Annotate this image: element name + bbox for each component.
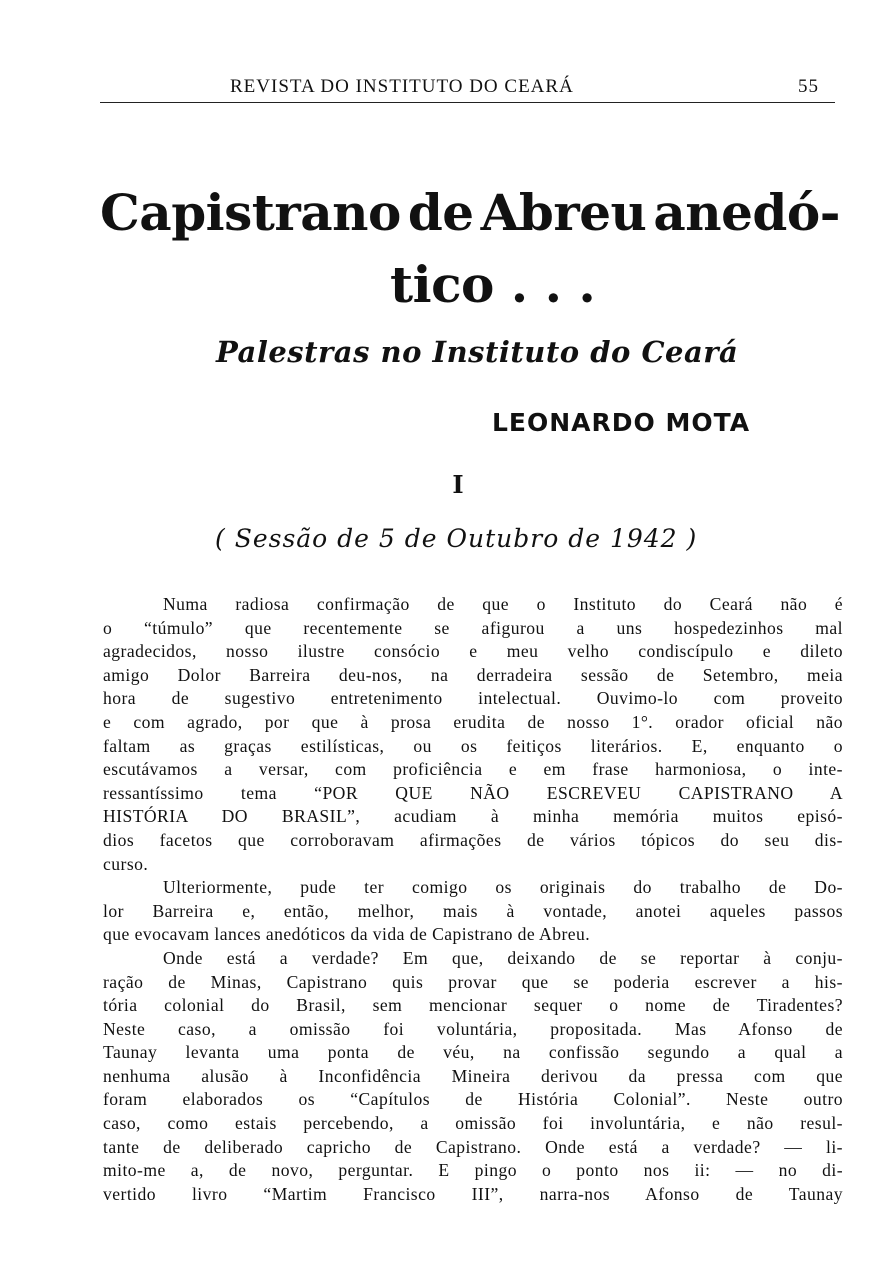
text-line: mito-me a, de novo, perguntar. E pingo o ponto nos ii: — no di-: [103, 1160, 843, 1181]
text-line: nenhuma alusão à Inconfidência Mineira derivou da pressa com que: [103, 1065, 843, 1086]
text-line: Numa radiosa confirmação de que o Instituto do Ceará não é: [163, 594, 843, 614]
text-line: ração de Minas, Capistrano quis provar que se poderia escrever a his-: [103, 971, 843, 992]
text-line: que evocavam lances anedóticos da vida de Capistrano de Abreu.: [103, 924, 591, 945]
title-word: de: [407, 183, 474, 242]
text-line: faltam as graças estilísticas, ou os feitiços literários. E, enquanto o: [103, 735, 843, 756]
title-word: Capistrano: [100, 183, 401, 242]
text-line: ressantíssimo tema “POR QUE NÃO ESCREVEU CAPISTRANO A: [103, 782, 843, 803]
page-number: 55: [798, 76, 819, 97]
author-name: LEONARDO MOTA: [492, 408, 751, 437]
text-line: HISTÓRIA DO BRASIL”, acudiam à minha memória muitos episó-: [103, 806, 843, 827]
text-line: vertido livro “Martim Francisco III”, narra-nos Afonso de Taunay: [103, 1183, 843, 1204]
running-header: [100, 74, 835, 103]
session-date: ( Sessão de 5 de Outubro de 1942 ): [215, 524, 698, 553]
text-line: e com agrado, por que à prosa erudita de nosso 1°. orador oficial não: [103, 711, 843, 732]
text-line: curso.: [103, 853, 149, 874]
text-line: tante de deliberado capricho de Capistrano. Onde está a verdade? — li-: [103, 1136, 843, 1157]
text-line: o “túmulo” que recentemente se afigurou a uns hospedezinhos mal: [103, 617, 843, 638]
text-line: amigo Dolor Barreira deu-nos, na derradeira sessão de Setembro, meia: [103, 664, 843, 685]
body-text: [103, 593, 843, 1206]
section-number: I: [452, 470, 464, 499]
article-subtitle: Palestras no Instituto do Ceará: [216, 335, 739, 369]
text-line: escutávamos a versar, com proficiência e em frase harmoniosa, o inte-: [103, 759, 843, 780]
text-line: tória colonial do Brasil, sem mencionar sequer o nome de Tiradentes?: [103, 995, 843, 1016]
text-line: Ulteriormente, pude ter comigo os originais do trabalho de Do-: [163, 877, 843, 898]
title-line-2: tico . . .: [390, 255, 596, 314]
text-line: lor Barreira e, então, melhor, mais à vontade, anotei aqueles passos: [103, 900, 843, 921]
text-line: caso, como estais percebendo, a omissão foi involuntária, e não resul-: [103, 1113, 843, 1134]
title-line-1: [100, 183, 840, 242]
text-line: Taunay levanta uma ponta de véu, na confissão segundo a qual a: [103, 1042, 843, 1063]
article-title: [100, 183, 840, 314]
text-line: foram elaborados os “Capítulos de História Colonial”. Neste outro: [103, 1089, 843, 1110]
text-line: dios facetos que corroboravam afirmações de vários tópicos do seu dis-: [103, 829, 843, 850]
text-line: Onde está a verdade? Em que, deixando de se reportar à conju-: [163, 947, 843, 968]
text-line: hora de sugestivo entretenimento intelectual. Ouvimo-lo com proveito: [103, 688, 843, 709]
running-title: REVISTA DO INSTITUTO DO CEARÁ: [230, 76, 574, 97]
text-line: Neste caso, a omissão foi voluntária, propositada. Mas Afonso de: [103, 1018, 843, 1039]
text-line: agradecidos, nosso ilustre consócio e meu velho condiscípulo e dileto: [103, 641, 843, 662]
title-word: Abreu: [480, 183, 647, 242]
title-word: anedó-: [653, 183, 840, 242]
